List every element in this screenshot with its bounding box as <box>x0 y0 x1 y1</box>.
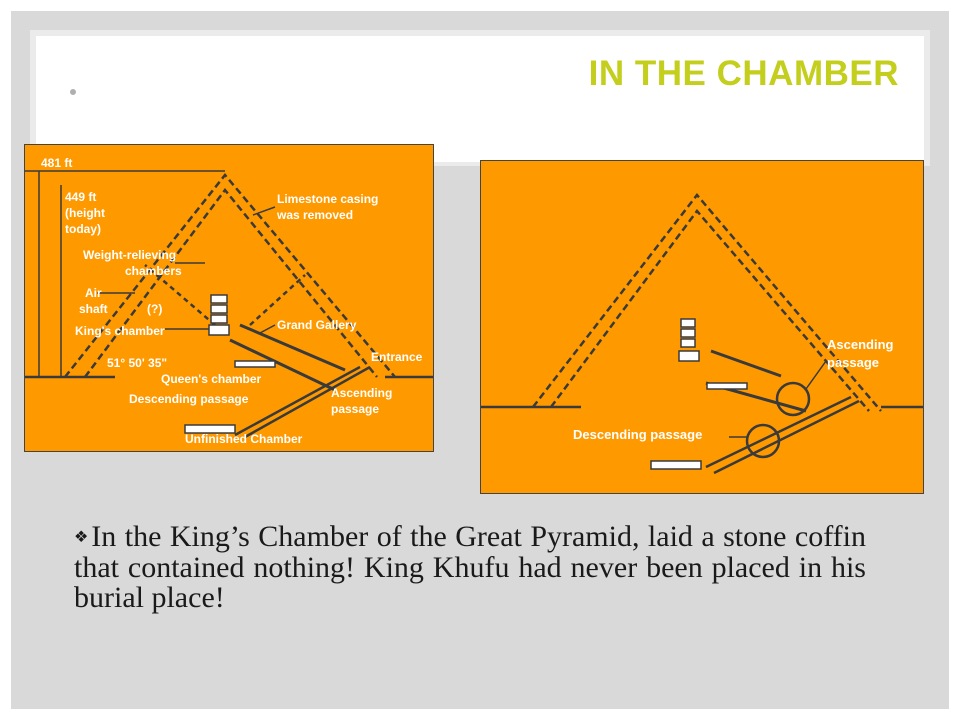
right-diagram-svg <box>481 161 923 493</box>
leader-ascending <box>806 361 826 389</box>
label-relieving-1: Weight-relieving <box>83 248 177 262</box>
circle-descending <box>747 425 779 457</box>
body-paragraph <box>74 522 866 613</box>
diamond-bullet-icon: ❖ <box>74 529 90 546</box>
label-descending: Descending passage <box>129 392 249 406</box>
relieving-chamber-1 <box>211 295 227 303</box>
queens-chamber-box <box>707 383 747 389</box>
queens-chamber-box <box>235 361 275 367</box>
label-449: 449 ft <box>65 190 97 204</box>
pyramid-outline <box>533 195 881 411</box>
label-queens: Queen's chamber <box>161 372 262 386</box>
relieving-chamber-2 <box>211 305 227 313</box>
pyramid-inner-outline <box>551 211 869 411</box>
circle-ascending <box>777 383 809 415</box>
left-diagram-svg <box>25 145 433 451</box>
body-text: In the King’s Chamber of the Great Pyramid, laid a stone coffin that contained nothing! King Khufu had never been placed in his burial place! <box>74 520 866 614</box>
label-air-2: shaft <box>79 302 108 316</box>
label-ascending-2: passage <box>331 402 380 416</box>
label-481: 481 ft <box>41 156 73 170</box>
relieving-chamber-3 <box>681 339 695 347</box>
label-gallery: Grand Gallery <box>277 318 357 332</box>
label-today: today) <box>65 222 101 236</box>
label-angle: 51° 50' 35" <box>107 356 168 370</box>
label-casing-1: Limestone casing <box>277 192 379 206</box>
label-casing-2: was removed <box>277 208 354 222</box>
leader-casing <box>253 207 275 215</box>
label-air-q: (?) <box>147 302 163 316</box>
label-unfinished: Unfinished Chamber <box>185 432 303 446</box>
pyramid-cross-section-passages <box>480 160 924 494</box>
label-descending: Descending passage <box>573 427 703 442</box>
grand-gallery <box>711 351 781 376</box>
label-height: (height <box>65 206 105 220</box>
relieving-chamber-1 <box>681 319 695 327</box>
relieving-chamber-2 <box>681 329 695 337</box>
relieving-chamber-3 <box>211 315 227 323</box>
label-ascending-1: Ascending <box>331 386 393 400</box>
kings-chamber-box <box>679 351 699 361</box>
label-ascending-1: Ascending <box>827 337 894 352</box>
unfinished-chamber-box <box>651 461 701 469</box>
label-ascending-2: passage <box>827 355 880 370</box>
label-relieving-2: chambers <box>125 264 182 278</box>
leader-gallery <box>260 325 275 333</box>
label-air-1: Air <box>85 286 102 300</box>
kings-chamber-box <box>209 325 229 335</box>
pyramid-cross-section-labeled <box>24 144 434 452</box>
slide-title: IN THE CHAMBER <box>588 54 899 93</box>
empty-bullet <box>70 89 76 95</box>
label-entrance: Entrance <box>371 350 423 364</box>
label-kings: King's chamber <box>75 324 165 338</box>
